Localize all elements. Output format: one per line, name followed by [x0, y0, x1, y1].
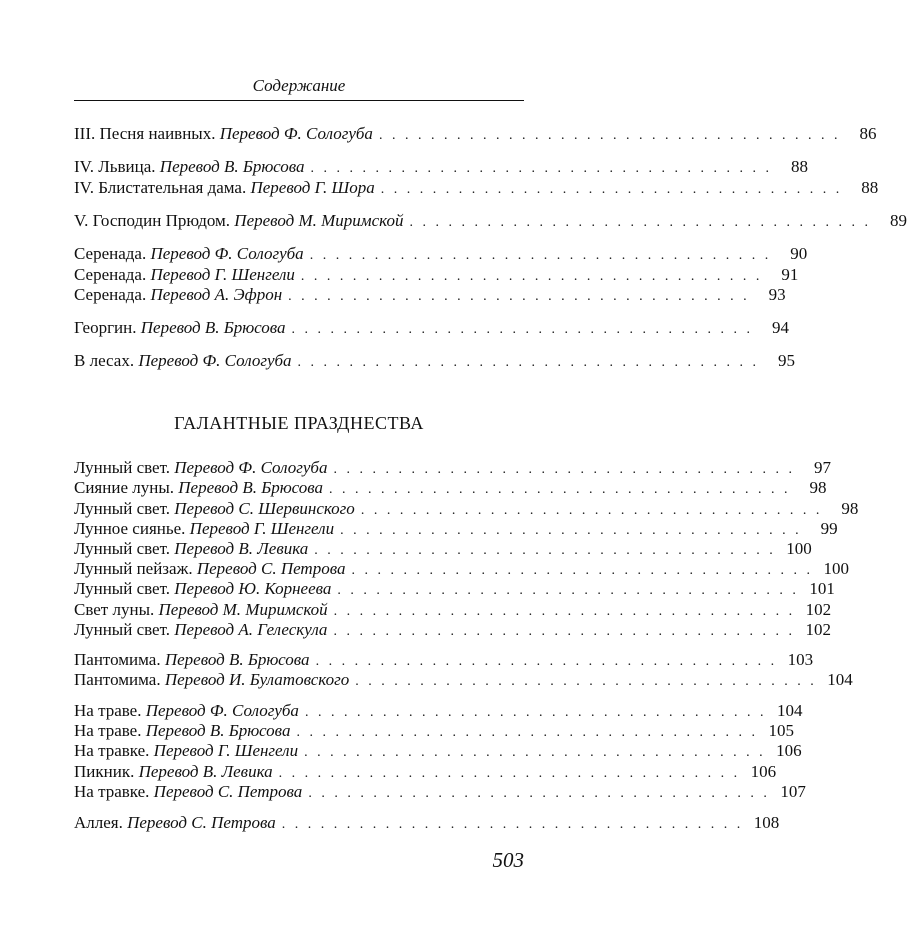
entry-title: Лунный свет.	[74, 458, 170, 477]
entry-title: Сияние луны.	[74, 478, 174, 497]
entry-translator: Перевод М. Миримской	[158, 600, 328, 619]
toc-entry	[74, 721, 794, 741]
dot-leader: . . . . . . . . . . . . . . . . . . . . . . . . . . . . . . . . . . . .	[304, 745, 766, 760]
toc-entry	[74, 157, 809, 177]
entry-translator: Перевод С. Петрова	[196, 559, 346, 578]
toc-entry	[74, 559, 849, 579]
entry-title: На траве.	[74, 701, 142, 720]
entry-translator: Перевод С. Петрова	[127, 813, 276, 832]
entry-page-number: 106	[750, 762, 777, 781]
entry-title: На траве.	[74, 721, 142, 740]
dot-leader: . . . . . . . . . . . . . . . . . . . . . . . . . . . . . . . . . . . .	[333, 604, 796, 619]
dot-leader: . . . . . . . . . . . . . . . . . . . . . . . . . . . . . . . . . . . .	[291, 322, 753, 337]
toc-entry	[74, 579, 835, 599]
entry-page-number: 108	[753, 813, 780, 832]
dot-leader: . . . . . . . . . . . . . . . . . . . . . . . . . . . . . . . . . . . .	[288, 289, 750, 304]
toc-entry	[74, 351, 796, 371]
entry-page-number: 105	[768, 721, 794, 740]
entry-page-number: 107	[780, 782, 806, 801]
dot-leader: . . . . . . . . . . . . . . . . . . . . . . . . . . . . . . . . . . . .	[333, 624, 795, 639]
entry-translator: Перевод А. Гелескула	[174, 620, 328, 639]
dot-leader: . . . . . . . . . . . . . . . . . . . . . . . . . . . . . . . . . . . .	[310, 161, 773, 176]
entry-translator: Перевод В. Брюсова	[140, 318, 286, 337]
entry-page-number: 99	[820, 519, 838, 538]
entry-title: Лунный свет.	[74, 499, 170, 518]
dot-leader: . . . . . . . . . . . . . . . . . . . . . . . . . . . . . . . . . . . .	[278, 766, 741, 781]
toc-entry	[74, 620, 831, 640]
entry-translator: Перевод В. Брюсова	[145, 721, 291, 740]
entry-page-number: 88	[861, 178, 879, 197]
entry-page-number: 102	[805, 600, 832, 619]
toc-entry	[74, 478, 827, 498]
entry-translator: Перевод А. Эфрон	[150, 285, 283, 304]
toc-entry	[74, 741, 802, 761]
entry-page-number: 101	[809, 579, 835, 598]
toc-entry	[74, 701, 803, 721]
dot-leader: . . . . . . . . . . . . . . . . . . . . . . . . . . . . . . . . . . . .	[340, 523, 802, 538]
entry-translator: Перевод Ф. Сологуба	[138, 351, 292, 370]
dot-leader: . . . . . . . . . . . . . . . . . . . . . . . . . . . . . . . . . . . .	[328, 482, 791, 497]
entry-title: Лунный свет.	[74, 579, 170, 598]
entry-title: Лунный свет.	[74, 539, 170, 558]
entry-page-number: 88	[791, 157, 809, 176]
entry-title: Пикник.	[74, 762, 135, 781]
entry-translator: Перевод Ф. Сологуба	[150, 244, 304, 263]
section-heading: ГАЛАНТНЫЕ ПРАЗДНЕСТВА	[174, 413, 424, 433]
entry-page-number: 104	[827, 670, 853, 689]
entry-page-number: 95	[778, 351, 796, 370]
toc-entry	[74, 265, 799, 285]
dot-leader: . . . . . . . . . . . . . . . . . . . . . . . . . . . . . . . . . . . .	[355, 674, 817, 689]
toc-entry	[74, 670, 853, 690]
entry-translator: Перевод И. Булатовского	[164, 670, 350, 689]
entry-page-number: 100	[786, 539, 812, 558]
toc-entry	[74, 244, 808, 264]
entry-translator: Перевод Г. Шенгели	[189, 519, 335, 538]
entry-title: Лунный свет.	[74, 620, 170, 639]
entry-translator: Перевод В. Брюсова	[178, 478, 323, 497]
toc-entry	[74, 519, 838, 539]
entry-page-number: 100	[823, 559, 849, 578]
toc-entry	[74, 813, 780, 833]
entry-translator: Перевод Ф. Сологуба	[219, 124, 373, 143]
entry-translator: Перевод В. Левика	[174, 539, 309, 558]
entry-translator: Перевод В. Брюсова	[159, 157, 305, 176]
dot-leader: . . . . . . . . . . . . . . . . . . . . . . . . . . . . . . . . . . . .	[337, 583, 799, 598]
toc-entry	[74, 211, 907, 231]
entry-page-number: 106	[776, 741, 802, 760]
dot-leader: . . . . . . . . . . . . . . . . . . . . . . . . . . . . . . . . . . . .	[409, 215, 871, 230]
entry-translator: Перевод Г. Шенгели	[153, 741, 299, 760]
entry-title: V. Господин Прюдом.	[74, 211, 231, 230]
entry-translator: Перевод Г. Шора	[250, 178, 375, 197]
dot-leader: . . . . . . . . . . . . . . . . . . . . . . . . . . . . . . . . . . . .	[309, 248, 772, 263]
toc-entry	[74, 458, 831, 478]
toc-entry	[74, 285, 786, 305]
entry-title: Серенада.	[74, 285, 147, 304]
running-title: Содержание	[252, 76, 346, 95]
entry-page-number: 103	[787, 650, 814, 669]
entry-translator: Перевод Г. Шенгели	[150, 265, 295, 284]
entry-translator: Перевод М. Миримской	[234, 211, 404, 230]
entry-title: Георгин.	[74, 318, 137, 337]
entry-translator: Перевод Ю. Корнеева	[174, 579, 332, 598]
header-rule	[74, 100, 524, 101]
entry-title: Пантомима.	[74, 650, 161, 669]
entry-title: На травке.	[74, 741, 150, 760]
entry-page-number: 97	[813, 458, 831, 477]
page-number: 503	[492, 848, 524, 872]
entry-page-number: 102	[805, 620, 831, 639]
entry-page-number: 98	[841, 499, 859, 518]
toc-entry	[74, 539, 812, 559]
dot-leader: . . . . . . . . . . . . . . . . . . . . . . . . . . . . . . . . . . . .	[380, 182, 843, 197]
dot-leader: . . . . . . . . . . . . . . . . . . . . . . . . . . . . . . . . . . . .	[296, 725, 758, 740]
entry-title: Лунный пейзаж.	[74, 559, 193, 578]
entry-page-number: 93	[768, 285, 786, 304]
toc-entry	[74, 782, 806, 802]
entry-translator: Перевод С. Шервинского	[174, 499, 355, 518]
dot-leader: . . . . . . . . . . . . . . . . . . . . . . . . . . . . . . . . . . . .	[314, 543, 776, 558]
entry-translator: Перевод Ф. Сологуба	[174, 458, 328, 477]
dot-leader: . . . . . . . . . . . . . . . . . . . . . . . . . . . . . . . . . . . .	[300, 269, 763, 284]
toc-entry	[74, 650, 814, 670]
entry-translator: Перевод В. Левика	[138, 762, 273, 781]
entry-title: В лесах.	[74, 351, 135, 370]
toc-entry	[74, 318, 789, 338]
entry-title: Свет луны.	[74, 600, 155, 619]
entry-title: IV. Блистательная дама.	[74, 178, 247, 197]
dot-leader: . . . . . . . . . . . . . . . . . . . . . . . . . . . . . . . . . . . .	[333, 462, 795, 477]
entry-page-number: 90	[790, 244, 808, 263]
toc-entry	[74, 762, 777, 782]
entry-title: IV. Львица.	[74, 157, 156, 176]
entry-title: III. Песня наивных.	[74, 124, 216, 143]
entry-page-number: 94	[771, 318, 789, 337]
entry-translator: Перевод Ф. Сологуба	[145, 701, 299, 720]
toc-entry	[74, 499, 859, 519]
toc-entry	[74, 124, 877, 144]
toc-entry	[74, 178, 879, 198]
entry-title: На травке.	[74, 782, 150, 801]
entry-title: Серенада.	[74, 244, 147, 263]
dot-leader: . . . . . . . . . . . . . . . . . . . . . . . . . . . . . . . . . . . .	[378, 128, 841, 143]
dot-leader: . . . . . . . . . . . . . . . . . . . . . . . . . . . . . . . . . . . .	[281, 817, 744, 832]
dot-leader: . . . . . . . . . . . . . . . . . . . . . . . . . . . . . . . . . . . .	[360, 503, 823, 518]
entry-title: Лунное сиянье.	[74, 519, 186, 538]
dot-leader: . . . . . . . . . . . . . . . . . . . . . . . . . . . . . . . . . . . .	[304, 705, 767, 720]
entry-page-number: 89	[889, 211, 907, 230]
entry-title: Пантомима.	[74, 670, 161, 689]
entry-translator: Перевод В. Брюсова	[164, 650, 310, 669]
dot-leader: . . . . . . . . . . . . . . . . . . . . . . . . . . . . . . . . . . . .	[308, 786, 770, 801]
toc-entry	[74, 600, 832, 620]
entry-page-number: 86	[859, 124, 877, 143]
dot-leader: . . . . . . . . . . . . . . . . . . . . . . . . . . . . . . . . . . . .	[297, 355, 760, 370]
entry-page-number: 98	[809, 478, 827, 497]
entry-page-number: 104	[776, 701, 803, 720]
dot-leader: . . . . . . . . . . . . . . . . . . . . . . . . . . . . . . . . . . . .	[315, 654, 778, 669]
entry-title: Аллея.	[74, 813, 123, 832]
entry-title: Серенада.	[74, 265, 147, 284]
entry-page-number: 91	[781, 265, 799, 284]
entry-translator: Перевод С. Петрова	[153, 782, 303, 801]
dot-leader: . . . . . . . . . . . . . . . . . . . . . . . . . . . . . . . . . . . .	[351, 563, 813, 578]
